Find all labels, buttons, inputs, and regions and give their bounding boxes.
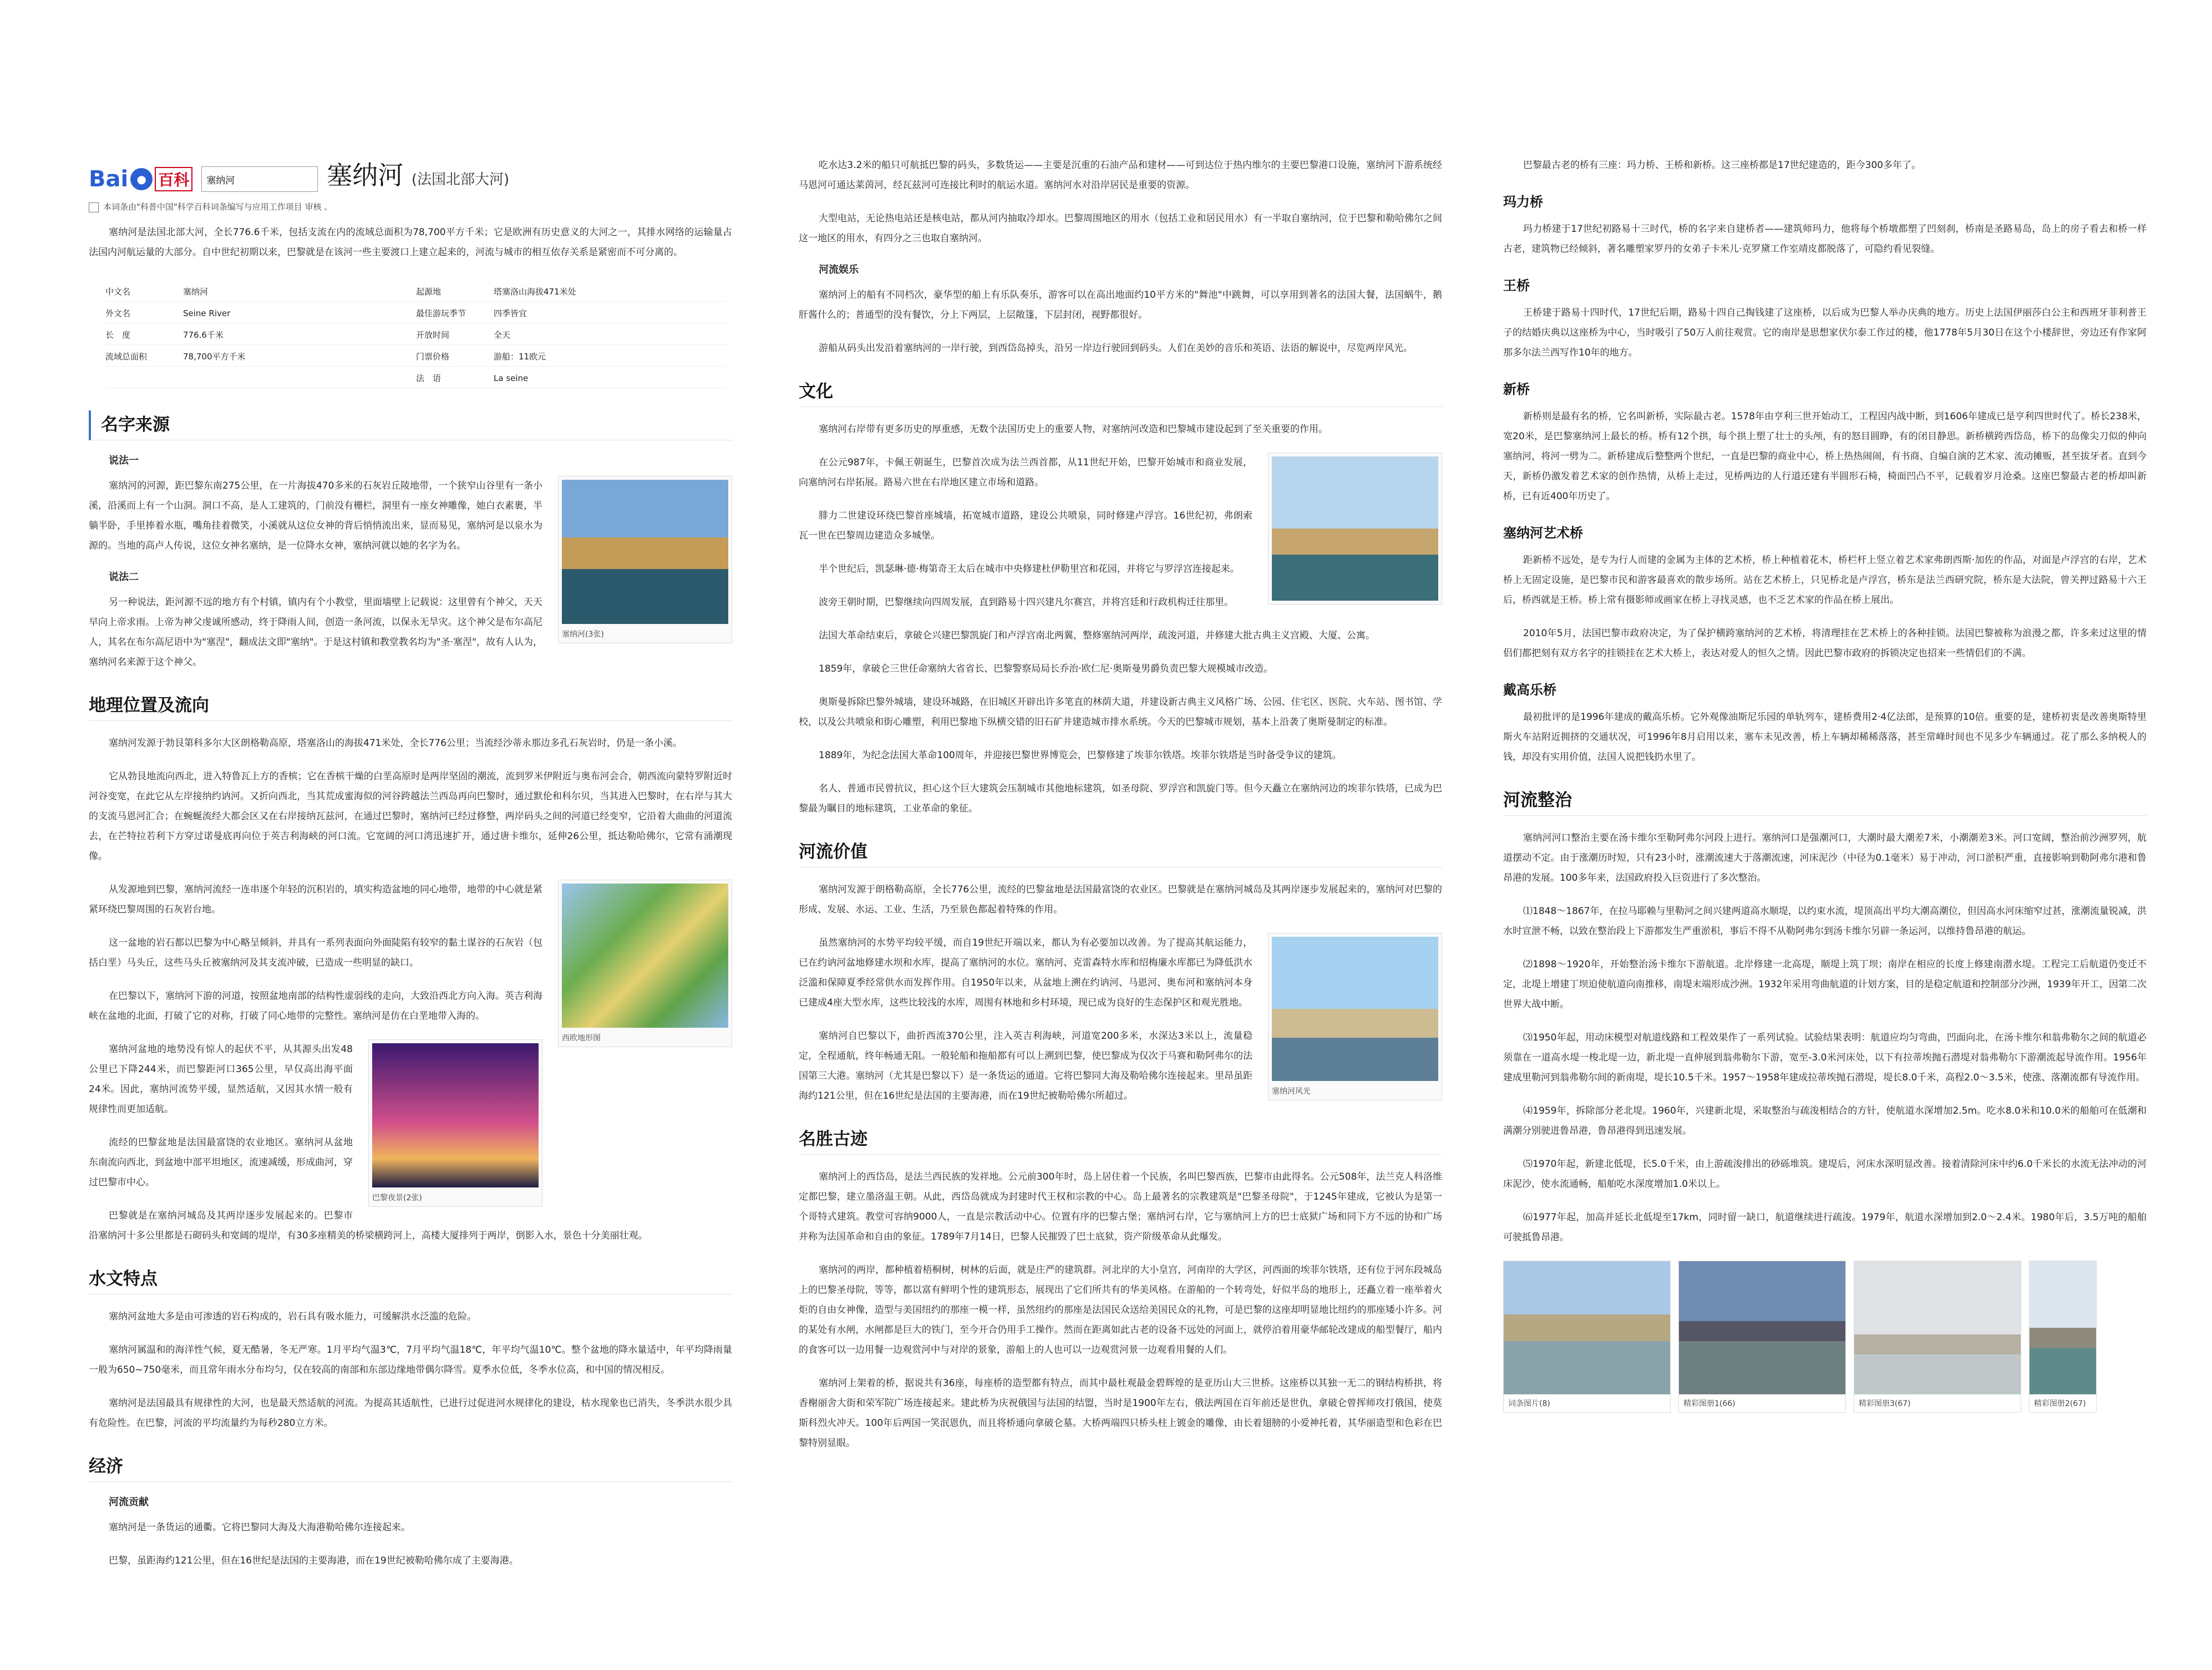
info-value: 776.6千米 <box>183 326 416 345</box>
paragraph: 塞纳河右岸带有更多历史的厚重感，无数个法国历史上的重要人物，对塞纳河改造和巴黎城市建设起到了至关重要的作用。 <box>819 424 1328 435</box>
paragraph: 腓力二世建设环绕巴黎首座城墙，拓宽城市道路，建设公共喷泉，同时修建卢浮宫。16世纪初，弗朗索瓦一世在巴黎周边建造众多城堡。 <box>799 510 1252 541</box>
seine-scenery-photo <box>1272 937 1438 1081</box>
info-value: 塞纳河 <box>183 282 416 302</box>
info-value: 全天 <box>494 326 727 345</box>
info-value: 塔塞洛山海拔471米处 <box>494 282 727 302</box>
info-value: Seine River <box>183 304 416 323</box>
subheading: 说法二 <box>109 571 139 583</box>
heading-pont-neuf: 新桥 <box>1503 382 1530 397</box>
paragraph: 塞纳河属温和的海洋性气候，夏无酷暑，冬无严寒。1月平均气温3℃，7月平均气温18℃，年平均气温10℃。整个盆地的降水量适中，年平均降雨量一般为650~750毫米，而且常年雨水分布均匀，仅在较高的南部和东部边缘地带偶尔降雪。夏季水位低，冬季水位高，和中国的情况相反。 <box>89 1344 732 1375</box>
paragraph: ⑸1970年起，新建北低堤，长5.0千米，由上游疏浚排出的砂砾堆筑。建堤后，河床水深明显改善。接着清除河床中约6.0千米长的水流无法冲动的河床泥沙，使水流通畅，船舶吃水深度增加1.0米以上。 <box>1503 1159 2147 1190</box>
paragraph: 虽然塞纳河的水势平均较平缓，而自19世纪开端以来，都认为有必要加以改善。为了提高其航运能力，已在约讷河盆地修建水坝和水库，提高了塞纳河的水位。塞纳河、克雷森特水库和绍梅廉水库都已为降低洪水泛滥和保障夏季经常供水而发挥作用。自1950年以来，从盆地上溯在约讷河、马恩河、奥布河和塞纳河本身已建成4座大型水库，这些比较浅的水库，周围有林地和乡村环境，现已成为良好的生态保护区和观光胜地。 <box>799 937 1252 1008</box>
baidu-baike-logo[interactable]: Bai ● 百科 <box>89 166 192 192</box>
figure-map[interactable] <box>558 880 732 1047</box>
paragraph: 吃水达3.2米的船只可航抵巴黎的码头，多数货运——主要是沉重的石油产品和建材——可到达位于热内维尔的主要巴黎港口设施，塞纳河下游系统经马恩河可通达莱茵河，经瓦兹河可连接比利时的航运水道。塞纳河水对沿岸居民是重要的资源。 <box>799 160 1442 191</box>
gallery-item[interactable] <box>2029 1261 2097 1413</box>
section-heading-name-origin: 名字来源 <box>89 410 732 440</box>
paragraph: 距新桥不远处，是专为行人而建的金属为主体的艺术桥，桥上种植着花木，桥栏杆上竖立着艺术家弗朗西斯·加佐的作品，对面是卢浮宫的右岸，艺术桥上无固定设施，是巴黎市民和游客最喜欢的散步场所。站在艺术桥上，只见桥北是卢浮宫，桥东是法兰西研究院，桥东是大法院，曾关押过路易十六王后，桥西就是王桥。桥上常有摄影师或画家在桥上寻找灵感，也不乏艺术家的作品在桥上展出。 <box>1503 555 2147 606</box>
paragraph: 从发源地到巴黎，塞纳河流经一连串逐个年轻的沉积岩的，填实构造盆地的同心地带，地带的中心就是紧紧环绕巴黎周围的石灰岩台地。 <box>89 884 542 915</box>
paragraph: 塞纳河自巴黎以下，曲折西流370公里，注入英吉利海峡，河道宽200多米，水深达3米以上，流量稳定，全程通航，终年畅通无阻。一般轮船和拖船都有可以上溯到巴黎，使巴黎成为仅次于马赛和勒阿弗尔的法国第三大港。塞纳河（尤其是巴黎以下）是一条货运的通道。它将巴黎同大海及勒哈佛尔连接起来。里昂虽距海约121公里，但在16世纪是法国的主要海港，而在19世纪被勒哈佛尔所超过。 <box>799 1031 1252 1102</box>
paragraph: 塞纳河的两岸，都种植着梧桐树，树林的后面，就是庄严的建筑群。河北岸的大小皇宫，河南岸的大学区，河西面的埃菲尔铁塔，还有位于河东段城岛上的巴黎圣母院，等等，都以富有鲜明个性的建筑形态，展现出了它们所共有的华美风格。在游船的一个转弯处，好似半岛的地形上，还矗立着一座举着火炬的自由女神像，造型与美国纽约的那座一模一样，虽然纽约的那座是法国民众送给美国民众的礼物，可是巴黎的这座却明显地比纽约的那座矮小许多。河的某处有水闸，水闸都是巨大的铁门，至今开合仍用手工操作。然而在距离如此古老的设备不远处的河面上，就停泊着用豪华邮轮改建成的船型餐厅，船内的食客可以一边用餐一边观赏河中与对岸的景象，游船上的人也可以一边观赏河景一边观看用餐的人们。 <box>799 1265 1442 1356</box>
info-key: 门票价格 <box>416 347 494 367</box>
column-3 <box>1503 155 2147 1413</box>
figure-paris-night[interactable] <box>368 1039 542 1207</box>
basic-info-table <box>105 282 732 388</box>
paragraph: 塞纳河的河源，距巴黎东南275公里，在一片海拔470多米的石灰岩丘陵地带，一个狭窄山谷里有一条小溪，沿溪而上有一个山洞。洞口不高，是人工建筑的，门前没有栅栏，洞里有一座女神雕像，她白衣素裹，半躺半卧，手里捧着水瓶，嘴角挂着微笑，小溪就从这位女神的背后悄悄流出来，显而易见，塞纳河是以泉水为源的。当地的高卢人传说，这位女神名塞纳，是一位降水女神，塞纳河就以她的名字为名。 <box>89 480 542 551</box>
figure-seine[interactable] <box>558 476 732 643</box>
paragraph: 另一种说法，距河源不远的地方有个村镇，镇内有个小教堂，里面墙壁上记载说：这里曾有个神父，天天早向上帝求雨。上帝为神父虔诚所感动，终于降雨人间，创造一条河流，以保永无旱灾。这个神父是布尔高尼人，其名在布尔高尼语中为"塞涅"，翻成法文即"塞纳"。于是这村镇和教堂教名均为"圣·塞涅"，故有人认为，塞纳河名来源于这个神父。 <box>89 597 542 668</box>
figure-caption: 巴黎夜景(2张) <box>372 1194 422 1202</box>
paragraph: 它从勃艮地流向西北，进入特鲁瓦上方的香槟；它在香槟干燥的白垩高原时是两岸坚固的潮流，流到罗米伊附近与奥布河会合，朝西流向蒙特罗附近时河谷变宽，在此它从左岸接纳约讷河。又折向西北，当其荒成蜜海似的河谷跨越法兰西岛再向巴黎时，通过默伦和科尔贝，当其进入巴黎时，在右岸与其大的支流马恩河汇合；在蜿蜒流经大都会区又在右岸接纳瓦兹河，在通过巴黎时，塞纳河已经过修整，两岸码头之间的河道已经变窄，它沿着大曲曲的河道流去，在芒特拉若利下方穿过诺曼底再向位于英吉利海峡的河口流。它宽阔的河口湾迅速扩开，通过唐卡维尔，延伸26公里，抵达勒哈佛尔，它常有涌潮现像。 <box>89 771 732 862</box>
image-gallery <box>1503 1261 2147 1413</box>
paragraph: 游船从码头出发沿着塞纳河的一岸行驶，到西岱岛掉头，沿另一岸边行驶回到码头。人们在美妙的音乐和英语、法语的解说中，尽览两岸风光。 <box>819 343 1413 354</box>
gallery-item[interactable] <box>1854 1261 2021 1413</box>
page-title: 塞纳河 (法国北部大河) <box>327 160 510 190</box>
section-heading-economy: 经济 <box>89 1452 732 1482</box>
figure-caption: 塞纳河风光 <box>1272 1087 1311 1096</box>
info-key: 长 度 <box>105 326 183 345</box>
info-key: 起源地 <box>416 282 494 302</box>
section-heading-geography: 地理位置及流向 <box>89 691 732 721</box>
paragraph: 法国大革命结束后，拿破仑兴建巴黎凯旋门和卢浮宫南北两翼，整修塞纳河两岸，疏浚河道，并修建大批古典主义宫殿、大厦、公寓。 <box>819 630 1375 641</box>
info-key: 外文名 <box>105 304 183 323</box>
info-key: 中文名 <box>105 282 183 302</box>
notre-dame-photo <box>1272 456 1438 601</box>
western-europe-map <box>562 884 728 1028</box>
figure-notre-dame[interactable] <box>1268 453 1442 605</box>
paragraph: 巴黎就是在塞纳河城岛及其两岸逐步发展起来的。巴黎市沿塞纳河十多公里都是石砌码头和宽阔的堤岸，有30多座精美的桥梁横跨河上，高楼大厦排列于两岸，倒影入水，景色十分美丽壮观。 <box>89 1210 648 1241</box>
paragraph: 塞纳河发源于朗格勒高原，全长776公里，流经的巴黎盆地是法国最富饶的农业区。巴黎就是在塞纳河城岛及其两岸逐步发展起来的，塞纳河对巴黎的形成、发展、水运、工业、生活，乃至景色都起着特殊的作用。 <box>799 884 1442 915</box>
info-key: 法 语 <box>416 369 494 388</box>
figure-caption: 西欧地形图 <box>562 1034 601 1043</box>
paragraph: 塞纳河发源于勃艮第科多尔大区朗格勒高原，塔塞洛山的海拔471米处，全长776公里；当流经沙蒂永那边多孔石灰岩时，仍是一条小溪。 <box>109 738 682 749</box>
review-icon <box>89 202 99 212</box>
paragraph: ⑹1977年起，加高并延长北低堤至17km，同时留一缺口，航道继续进行疏浚。1979年，航道水深增加到2.0～2.4米。1980年后，3.5万吨的船舶可驶抵鲁昂港。 <box>1503 1212 2147 1243</box>
paragraph: 流经的巴黎盆地是法国最富饶的农业地区。塞纳河从盆地东南流向西北，到盆地中部平坦地区，流速减缓，形成曲河，穿过巴黎市中心。 <box>89 1137 353 1188</box>
subheading: 河流贡献 <box>109 1496 149 1508</box>
paragraph: 塞纳河盆地大多是由可渗透的岩石构成的，岩石具有吸水能力，可缓解洪水泛滥的危险。 <box>109 1311 476 1322</box>
paw-icon: ● <box>130 168 153 190</box>
paragraph: 塞纳河上的西岱岛，是法兰西民族的发祥地。公元前300年时，岛上居住着一个民族，名叫巴黎西族，巴黎市由此得名。公元508年，法兰克人科洛维定都巴黎，建立墨洛温王朝。从此，西岱岛就成为封建时代王权和宗教的中心。岛上最著名的宗教建筑是"巴黎圣母院"，于1245年建成，它被认为是第一个哥特式建筑。教堂可容纳9000人，一直是宗教活动中心。位置有序的巴黎古堡；塞纳河右岸，它与塞纳河上方的巴士底狱广场和同下方不远的协和广场并称为法国革命和自由的象征。1789年7月14日，巴黎人民摧毁了巴士底狱，资产阶级革命从此爆发。 <box>799 1171 1442 1242</box>
heading-de-gaulle-bridge: 戴高乐桥 <box>1503 682 1556 698</box>
paragraph: 1859年，拿破仑三世任命塞纳大省省长、巴黎警察局局长乔治·欧仁尼·奥斯曼男爵负责巴黎大规模城市改造。 <box>819 663 1274 674</box>
figure-seine-scenery[interactable] <box>1268 933 1442 1100</box>
paragraph: 波旁王朝时期，巴黎继续向四周发展，直到路易十四兴建凡尔赛宫，并将宫廷和行政机构迁往那里。 <box>819 597 1234 608</box>
search-input[interactable] <box>201 166 318 192</box>
heading-royal-bridge: 王桥 <box>1503 278 1530 293</box>
paragraph: 在公元987年，卡佩王朝诞生，巴黎首次成为法兰西首都，从11世纪开始，巴黎开始城市和商业发展，向塞纳河右岸拓展。路易六世在右岸地区建立市场和道路。 <box>799 457 1252 488</box>
paragraph: 这一盆地的岩石都以巴黎为中心略呈倾斜，并具有一系列表面向外面陡陷有较窄的黏土谋谷的石灰岩（包括白垩）马头丘，这些马头丘被塞纳河及其支流冲破，已造成一些明显的缺口。 <box>89 937 542 968</box>
section-heading-hydrology: 水文特点 <box>89 1265 732 1295</box>
paragraph: 塞纳河是一条货运的通衢。它将巴黎同大海及大海港勒哈佛尔连接起来。 <box>109 1522 410 1533</box>
gallery-thumbnail <box>1679 1261 1845 1394</box>
intro-paragraph: 塞纳河是法国北部大河，全长776.6千米，包括支流在内的流域总面积为78,700平方千米；它是欧洲有历史意义的大河之一，其排水网络的运输量占法国内河航运量的大部分。自中世纪初期以来，巴黎就是在该河一些主要渡口上建立起来的，河流与城市的相互依存关系是紧密而不可分离的。 <box>89 227 732 258</box>
seine-photo <box>562 480 728 624</box>
info-value: 78,700平方千米 <box>183 347 416 367</box>
paragraph: 新桥则是最有名的桥，它名叫新桥，实际最古老。1578年由亨利三世开始动工，工程因内战中断，到1606年建成已是亨利四世时代了。桥长238米，宽20米，是巴黎塞纳河上最长的桥。桥有12个拱，每个拱上塑了壮士的头颅，有的怒目圆睁，有的闭目静思。新桥横跨西岱岛，桥下的岛像尖刀似的伸向塞纳河，将河一劈为二。新桥建成后整整两个世纪，一直是巴黎的商业中心，桥上热热闹闹，有书商、自编自演的艺术家、流动摊贩，甚至拔牙者。直到今天，新桥仍激发着艺术家的创作热情，从桥上走过，见桥两边的人行道还建有半圆形石椅，椅面凹凸不平，记载着岁月沧桑。这座巴黎最古老的桥却叫新桥，已有近400年历史了。 <box>1503 411 2147 502</box>
info-value <box>183 369 416 388</box>
gallery-thumbnail <box>2030 1261 2096 1394</box>
info-key: 开放时间 <box>416 326 494 345</box>
heading-arts-bridge: 塞纳河艺术桥 <box>1503 525 1583 541</box>
paragraph: 塞纳河是法国最具有规律性的大河，也是最天然适航的河流。为提高其适航性，已进行过促进河水规律化的建设，枯水现象也已消失，冬季洪水很少具有危险性。在巴黎，河流的平均流量约为每秒280立方米。 <box>89 1398 732 1429</box>
paragraph: 2010年5月，法国巴黎市政府决定，为了保护横跨塞纳河的艺术桥，将清理挂在艺术桥上的各种挂锁。法国巴黎被称为浪漫之都，许多来过这里的情侣们都把刻有双方名字的挂锁挂在艺术大桥上，表达对爱人的恒久之情。因此巴黎市政府的拆锁决定也招来一些情侣们的不满。 <box>1503 628 2147 659</box>
paragraph: 1889年，为纪念法国大革命100周年，并迎接巴黎世界博览会，巴黎修建了埃菲尔铁塔。埃菲尔铁塔是当时备受争议的建筑。 <box>819 750 1342 761</box>
paragraph: 塞纳河上架着的桥，据说共有36座，每座桥的造型都有特点，而其中最杜观最金碧辉煌的是亚历山大三世桥。这座桥以其独一无二的钢结构桥拱，将香榭丽舍大街和荣军院广场连接起来。建此桥为庆祝俄国与法国的结盟，当时是1900年左右，俄法两国在百年前还是世仇，拿破仑曾挥师攻打俄国，使莫斯科烈火冲天。100年后两国一笑泯恩仇，而且将桥通向拿破仑墓。大桥两端四只桥头柱上镀金的雕像，由长着翅膀的小爱神托着，其华丽造型和色彩在巴黎特别显眼。 <box>799 1378 1442 1449</box>
figure-caption: 塞纳河(3张) <box>562 630 604 639</box>
paragraph: 玛力桥建于17世纪初路易十三时代，桥的名字来自建桥者——建筑师玛力，他将每个桥墩都塑了凹刻刹，桥南是圣路易岛，岛上的房子看去和桥一样古老，建筑物已经倾斜，著名雕塑家罗丹的女弟子卡米儿·克罗黛工作室靖皮都脱落了，可隐约看见裂缝。 <box>1503 224 2147 255</box>
paris-night-photo <box>372 1043 539 1187</box>
column-1 <box>89 155 732 1584</box>
paragraph: 塞纳河上的船有不同档次，豪华型的船上有乐队奏乐，游客可以在高出地面约10平方米的"舞池"中跳舞，可以享用到著名的法国大餐，法国蜗牛，鹅肝酱什么的；普通型的没有餐饮，分上下两层，上层敞篷，下层封闭，视野都很好。 <box>799 290 1442 321</box>
paragraph: 最初批评的是1996年建成的戴高乐桥。它外观像油斯尼乐园的单轨列车，建桥费用2·4亿法郎，是预算的10倍。重要的是，建桥初衷是改善奥斯特里斯火车站附近拥挤的交通状况，可1996年8月启用以来，塞车未见改善，桥上车辆却稀稀落落，甚至常峰时间也不见多少车辆通过。花了那么多纳税人的钱，却没有实用价值，法国人说把钱扔水里了。 <box>1503 712 2147 763</box>
subheading: 河流娱乐 <box>819 264 859 276</box>
paragraph: 王桥建于路易十四时代，17世纪后期，路易十四自己掏钱建了这座桥，以后成为巴黎人举办庆典的地方。历史上法国伊丽莎白公主和西班牙菲利普王子的结婚庆典以这座桥为中心，当时吸引了50万人前往观赏。它的南岸是思想家伏尔泰工作过的楼，他1778年5月30日在这个小楼辞世，旁边还有作家阿那多尔法兰西写作10年的地方。 <box>1503 307 2147 358</box>
gallery-caption: 精彩图册1(66) <box>1683 1399 1736 1408</box>
paragraph: ⑶1950年起，用动床模型对航道线路和工程效果作了一系列试验。试验结果表明：航道应均匀弯曲，凹面向北，在汤卡维尔和翁弗勒尔之间的航道必须靠在一道高水堤一梭北堤一边，新北堤一直伸展到翁弗勒尔下游，宽至-3.0米河床处，以下有拉蒂埃抛石潜堤对翁弗勒尔下游潮流起导流作用。1956年建成里勒河到翁弗勒尔间的新南堤，堤长10.5千米。1957～1958年建成拉蒂埃抛石潜堤，堤长8.0千米，高程2.0～3.5米，使涨、落潮流都有导流作用。 <box>1503 1032 2147 1083</box>
paragraph: 巴黎最古老的桥有三座：玛力桥、王桥和新桥。这三座桥都是17世纪建造的，距今300多年了。 <box>1523 160 1921 171</box>
section-heading-culture: 文化 <box>799 377 1442 407</box>
gallery-caption: 精彩图册2(67) <box>2034 1399 2086 1408</box>
gallery-caption: 词条图片(8) <box>1508 1399 1550 1408</box>
paragraph: 大型电站，无论热电站还是核电站，都从河内抽取冷却水。巴黎周围地区的用水（包括工业和居民用水）有一半取自塞纳河，位于巴黎和勒哈佛尔之间这一地区的用水，有四分之三也取自塞纳河。 <box>799 213 1442 244</box>
gallery-item[interactable] <box>1678 1261 1846 1413</box>
section-heading-river-regulation: 河流整治 <box>1503 786 2147 816</box>
subheading: 说法一 <box>109 455 139 466</box>
paragraph: 塞纳河盆地的地势没有惊人的起伏不平，从其源头出发48公里已下降244米，而巴黎距河口365公里，早仅高出海平面24米。因此，塞纳河流势平缓，显然适航，又因其水情一般有规律性而更加适航。 <box>89 1044 353 1115</box>
section-heading-landmarks: 名胜古迹 <box>799 1125 1442 1155</box>
review-note: 本词条由"科普中国"科学百科词条编写与应用工作项目 审核 。 <box>89 201 732 212</box>
gallery-thumbnail <box>1504 1261 1670 1394</box>
gallery-thumbnail <box>1854 1261 2021 1394</box>
paragraph: 奥斯曼拆除巴黎外城墙，建设环城路，在旧城区开辟出许多笔直的林荫大道，并建设新古典主义风格广场、公园、住宅区、医院、火车站、图书馆、学校，以及公共喷泉和街心雕塑，利用巴黎地下纵横交错的旧石矿井建造城市排水系统。今天的巴黎城市规划，基本上沿袭了奥斯曼制定的标准。 <box>799 697 1442 728</box>
paragraph: ⑵1898～1920年，开始整治汤卡维尔下游航道。北岸修建一北高堤，顺堤上筑丁坝；南岸在相应的长度上修建南潜水堤。工程完工后航道仍变迁不定，北堤上增建丁坝迫使航道向南推移，南堤末端形成沙洲。1932年采用弯曲航道的计划方案，目的是稳定航道和控制部分沙洲，1939年开工，因第二次世界大战中断。 <box>1503 959 2147 1010</box>
paragraph: 名人、普通市民曾抗议，担心这个巨大建筑会压制城市其他地标建筑，如圣母院、罗浮宫和凯旋门等。但今天矗立在塞纳河边的埃菲尔铁塔，已成为巴黎最为瞩目的地标建筑，工业革命的象征。 <box>799 783 1442 814</box>
paragraph: 半个世纪后，凯瑟琳·德·梅第奇王太后在城市中央修建杜伊勒里宫和花园，并将它与罗浮宫连接起来。 <box>819 564 1240 575</box>
info-value: 游船：11欧元 <box>494 347 727 367</box>
page-header <box>89 155 732 192</box>
info-key <box>105 369 183 388</box>
info-value: 四季皆宜 <box>494 304 727 323</box>
column-2 <box>799 155 1442 1466</box>
heading-marie-bridge: 玛力桥 <box>1503 194 1543 210</box>
info-key: 流域总面积 <box>105 347 183 367</box>
paragraph: 塞纳河河口整治主要在汤卡维尔至勒阿弗尔河段上进行。塞纳河口是强潮河口，大潮时最大潮差7米，小潮潮差3米。河口宽阔，整治前沙洲罗列，航道摆动不定。由于涨潮历时短，只有23小时，涨潮流速大于落潮流速，河床泥沙（中径为0.1毫米）易于冲动，河口淤积严重，直接影响到勒阿弗尔港和鲁昂港的发展。100多年来，法国政府投入巨资进行了多次整治。 <box>1503 833 2147 884</box>
section-heading-river-value: 河流价值 <box>799 837 1442 867</box>
info-value: La seine <box>494 369 727 388</box>
paragraph: 巴黎，虽距海约121公里，但在16世纪是法国的主要海港，而在19世纪被勒哈佛尔成了主要海港。 <box>109 1555 519 1566</box>
paragraph: 在巴黎以下，塞纳河下游的河道，按照盆地南部的结构性虚弱线的走向，大致沿西北方向入海。英吉利海峡在盆地的北面，打破了它的对称，打破了同心地带的完整性。塞纳河是仿在白垩地带入海的。 <box>89 991 542 1022</box>
page-subtitle: (法国北部大河) <box>411 171 510 188</box>
gallery-item[interactable] <box>1503 1261 1671 1413</box>
gallery-caption: 精彩图册3(67) <box>1859 1399 1911 1408</box>
paragraph: ⑴1848～1867年，在拉马耶赖与里勒河之间兴建两道高水顺堤，以约束水流，堤顶高出平均大潮高潮位，但因高水河床缩窄过甚，涨潮流量锐减，洪水时宣泄不畅，以致在整治段上下游都发生严重淤积，事后不得不从勒阿弗尔到汤卡维尔另辟一条运河，以维持鲁昂港的航运。 <box>1503 906 2147 937</box>
paragraph: ⑷1959年，拆除部分老北堤。1960年，兴建新北堤，采取整治与疏浚相结合的方针，使航道水深增加2.5m。吃水8.0米和10.0米的船舶可在低潮和满潮分别驶进鲁昂港，鲁昂港得到迅速发展。 <box>1503 1105 2147 1136</box>
info-key: 最佳游玩季节 <box>416 304 494 323</box>
